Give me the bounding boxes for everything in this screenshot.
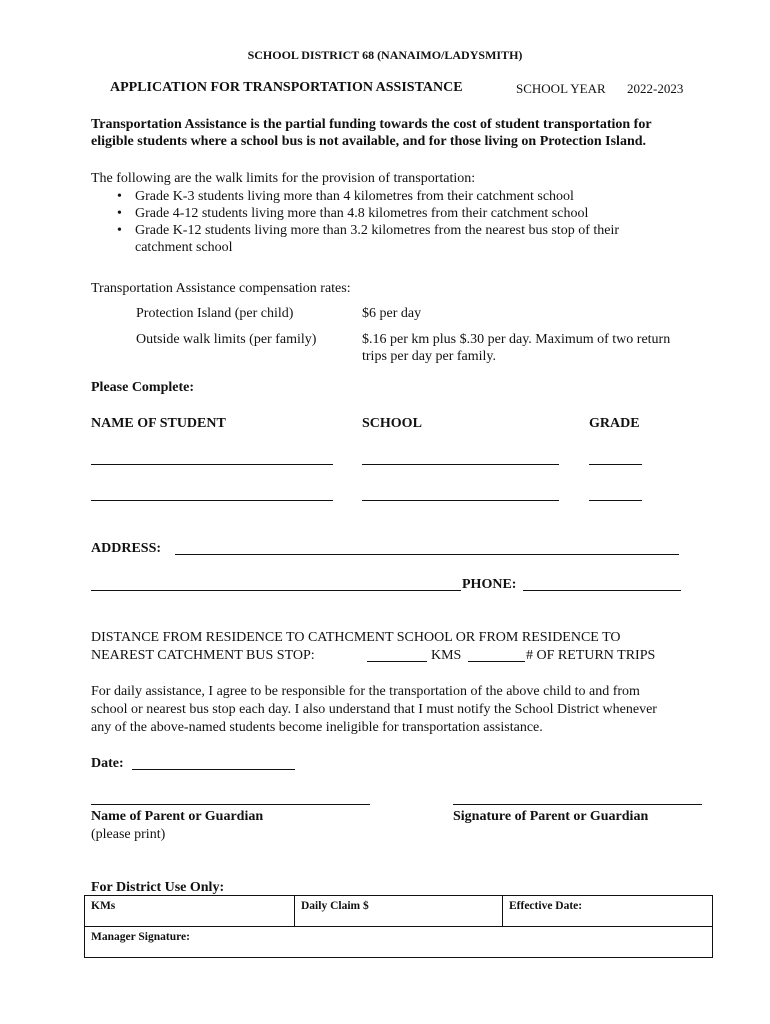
parent-name-field[interactable] [91,804,370,805]
rates-heading: Transportation Assistance compensation rates: [91,281,351,296]
district-use-table [84,895,713,958]
grade-field-2[interactable] [589,500,642,501]
walk-limits-heading: The following are the walk limits for the provision of transportation: [91,171,476,186]
kms-field[interactable] [367,661,427,662]
intro-line-2: eligible students where a school bus is not available, and for those living on Protection Island. [91,134,647,149]
agreement-line-1: For daily assistance, I agree to be responsible for the transportation of the above child to and from [91,684,640,699]
address-label: ADDRESS: [91,541,162,556]
parent-name-label: Name of Parent or Guardian [91,809,264,824]
column-header-grade: GRADE [589,416,640,431]
column-header-school: SCHOOL [362,416,422,431]
return-trips-field[interactable] [468,661,525,662]
date-label: Date: [91,756,124,771]
school-year-value: 2022-2023 [627,81,684,96]
kms-cell-label: KMs [91,900,116,912]
distance-line-2: NEAREST CATCHMENT BUS STOP: [91,648,315,663]
parent-signature-label: Signature of Parent or Guardian [453,809,649,824]
effective-date-cell[interactable] [503,896,713,927]
agreement-line-2: school or nearest bus stop each day. I also understand that I must notify the School District whenever [91,702,657,717]
list-item: • Grade 4-12 students living more than 4.8 kilometres from their catchment school [91,205,731,222]
parent-name-hint: (please print) [91,827,166,842]
phone-label: PHONE: [462,577,517,592]
intro-line-1: Transportation Assistance is the partial funding towards the cost of student transportation for [91,117,652,132]
agreement-line-3: any of the above-named students become ineligible for transportation assistance. [91,720,543,735]
student-name-field-2[interactable] [91,500,333,501]
rate-value-protection-island: $6 per day [362,306,422,321]
daily-claim-cell[interactable] [295,896,503,927]
phone-field[interactable] [523,590,681,591]
rate-value-outside-walk-1: $.16 per km plus $.30 per day. Maximum of two return [362,332,671,347]
effective-date-label: Effective Date: [509,900,583,912]
manager-signature-label: Manager Signature: [91,931,190,943]
rate-label-protection-island: Protection Island (per child) [136,306,294,321]
address-field-line-2[interactable] [91,590,461,591]
please-complete-heading: Please Complete: [91,380,195,395]
column-header-student: NAME OF STUDENT [91,416,226,431]
grade-field-1[interactable] [589,464,642,465]
district-use-heading: For District Use Only: [91,880,225,895]
rate-label-outside-walk: Outside walk limits (per family) [136,332,317,347]
manager-signature-cell[interactable] [85,927,713,958]
parent-signature-field[interactable] [453,804,702,805]
district-title: SCHOOL DISTRICT 68 (NANAIMO/LADYSMITH) [247,48,523,62]
distance-line-1: DISTANCE FROM RESIDENCE TO CATHCMENT SCHOOL OR FROM RESIDENCE TO [91,630,621,645]
school-field-1[interactable] [362,464,559,465]
rate-value-outside-walk-2: trips per day per family. [362,349,496,364]
address-field[interactable] [175,554,679,555]
student-name-field-1[interactable] [91,464,333,465]
list-item: • Grade K-3 students living more than 4 kilometres from their catchment school [91,188,731,205]
application-title: APPLICATION FOR TRANSPORTATION ASSISTANCE [110,80,463,95]
kms-cell[interactable] [85,896,295,927]
daily-claim-label: Daily Claim $ [301,900,369,912]
list-item: • Grade K-12 students living more than 3.2 kilometres from the nearest bus stop of their catchment school [91,222,731,256]
school-field-2[interactable] [362,500,559,501]
walk-limits-list [91,188,731,256]
date-field[interactable] [132,769,295,770]
return-trips-label: # OF RETURN TRIPS [526,648,656,663]
kms-label: KMS [431,648,462,663]
school-year-label: SCHOOL YEAR [516,81,606,96]
